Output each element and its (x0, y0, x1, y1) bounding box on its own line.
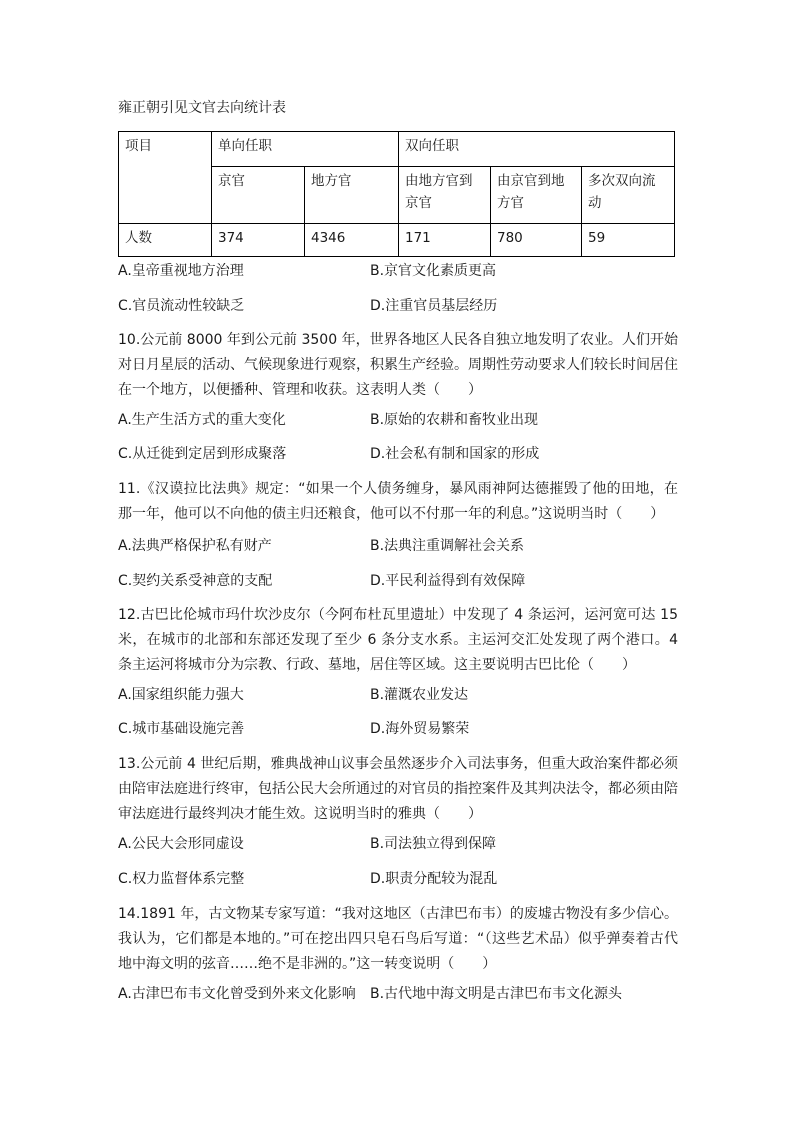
option-b[interactable]: B.京官文化素质更高 (370, 263, 497, 279)
option-c[interactable]: C.契约关系受神意的支配 (118, 573, 273, 589)
options-row (118, 536, 678, 556)
option-b[interactable]: B.原始的农耕和畜牧业出现 (370, 412, 539, 428)
value-cell: 59 (582, 224, 675, 257)
option-a[interactable]: A.法典严格保护私有财产 (118, 538, 272, 554)
option-d[interactable]: D.注重官员基层经历 (370, 298, 498, 314)
option-c[interactable]: C.官员流动性较缺乏 (118, 298, 245, 314)
option-a[interactable]: A.古津巴布韦文化曾受到外来文化影响 (118, 986, 356, 1002)
option-d[interactable]: D.海外贸易繁荣 (370, 721, 470, 737)
value-cell: 780 (491, 224, 582, 257)
option-c[interactable]: C.城市基础设施完善 (118, 721, 245, 737)
options-row (118, 261, 678, 281)
options-row (118, 984, 678, 1004)
table-title: 雍正朝引见文官去向统计表 (118, 100, 286, 116)
option-a[interactable]: A.国家组织能力强大 (118, 687, 244, 703)
option-d[interactable]: D.社会私有制和国家的形成 (370, 446, 540, 462)
value-cell: 4346 (305, 224, 399, 257)
question-12-stem: 12.古巴比伦城市玛什坎沙皮尔（今阿布杜瓦里遗址）中发现了 4 条运河，运河宽可达 15 米，在城市的北部和东部还发现了至少 6 条分支水系。主运河交汇处发现了两个港口。4 条主运河将城市分为宗教、行政、墓地，居住等区域。这主要说明古巴比伦（ ） (118, 607, 678, 673)
header-item-cell: 项目 (119, 132, 212, 224)
options-row (118, 869, 678, 889)
option-b[interactable]: B.灌溉农业发达 (370, 687, 469, 703)
option-d[interactable]: D.平民利益得到有效保障 (370, 573, 526, 589)
options-row (118, 410, 678, 430)
option-b[interactable]: B.司法独立得到保障 (370, 836, 497, 852)
options-row (118, 685, 678, 705)
question-14-stem: 14.1891 年，古文物某专家写道：“我对这地区（古津巴布韦）的废墟古物没有多少信心。我认为，它们都是本地的。”可在挖出四只皂石鸟后写道：“（这些艺术品）似乎弹奏着古代地中海文明的弦音……绝不是非洲的。”这一转变说明（ ） (118, 906, 678, 972)
table-row (119, 224, 675, 257)
options-row (118, 571, 678, 591)
options-row (118, 719, 678, 739)
value-cell: 374 (212, 224, 305, 257)
statistics-table (118, 131, 675, 257)
option-a[interactable]: A.公民大会形同虚设 (118, 836, 244, 852)
subheader-cell: 多次双向流动 (582, 167, 675, 224)
option-c[interactable]: C.权力监督体系完整 (118, 871, 245, 887)
question-11-stem: 11.《汉谟拉比法典》规定：“如果一个人债务缠身，暴风雨神阿达德摧毁了他的田地，在那一年，他可以不向他的债主归还粮食，他可以不付那一年的利息。”这说明当时（ ） (118, 481, 678, 522)
option-b[interactable]: B.法典注重调解社会关系 (370, 538, 525, 554)
header-double-cell: 双向任职 (399, 132, 675, 167)
option-b[interactable]: B.古代地中海文明是古津巴布韦文化源头 (370, 986, 623, 1002)
table-header-row (119, 132, 675, 167)
subheader-cell: 京官 (212, 167, 305, 224)
question-13-stem: 13.公元前 4 世纪后期，雅典战神山议事会虽然逐步介入司法事务，但重大政治案件都必须由陪审法庭进行终审，包括公民大会所通过的对官员的指控案件及其判决法令，都必须由陪审法庭进行最终判决才能生效。这说明当时的雅典（ ） (118, 756, 678, 822)
header-single-cell: 单向任职 (212, 132, 399, 167)
subheader-cell: 由地方官到京官 (399, 167, 491, 224)
subheader-cell: 地方官 (305, 167, 399, 224)
option-d[interactable]: D.职责分配较为混乱 (370, 871, 498, 887)
option-a[interactable]: A.生产生活方式的重大变化 (118, 412, 286, 428)
options-row (118, 296, 678, 316)
value-cell: 171 (399, 224, 491, 257)
subheader-cell: 由京官到地方官 (491, 167, 582, 224)
option-a[interactable]: A.皇帝重视地方治理 (118, 263, 244, 279)
options-row (118, 834, 678, 854)
option-c[interactable]: C.从迁徙到定居到形成聚落 (118, 446, 287, 462)
options-row (118, 444, 678, 464)
question-10-stem: 10.公元前 8000 年到公元前 3500 年，世界各地区人民各自独立地发明了农业。人们开始对日月星辰的活动、气候现象进行观察，积累生产经验。周期性劳动要求人们较长时间居住在一个地方，以便播种、管理和收获。这表明人类（ ） (118, 332, 678, 398)
row-label-cell: 人数 (119, 224, 212, 257)
